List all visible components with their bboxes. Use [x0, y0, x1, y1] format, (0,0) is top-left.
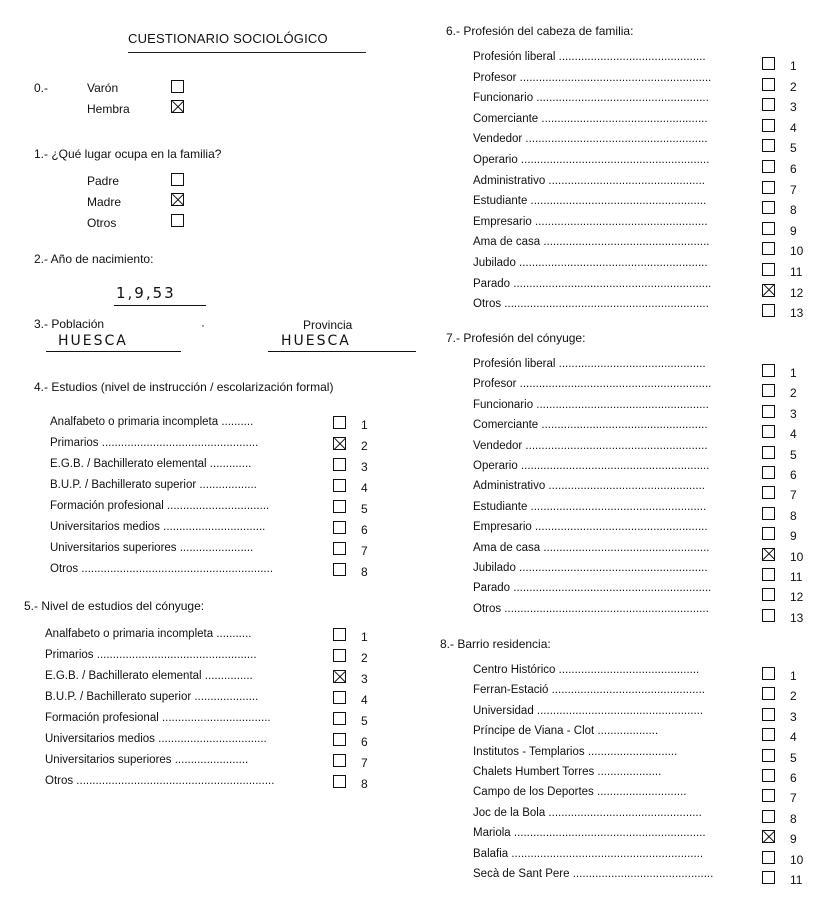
q6-option-label: Vendedor ......................................................... — [473, 133, 708, 146]
q7-option-number: 12 — [790, 590, 804, 605]
q7-option-checkbox[interactable] — [762, 568, 775, 581]
q7-option-label: Estudiante ....................................................... — [473, 500, 707, 513]
q5-option-number: 8 — [361, 777, 368, 791]
q4-option-label: Universitarios superiores ....................... — [50, 542, 254, 554]
form-title: CUESTIONARIO SOCIOLÓGICO — [128, 31, 328, 46]
q6-option-number: 10 — [790, 244, 804, 259]
q8-option-checkbox[interactable] — [762, 749, 775, 762]
q4-option-checkbox[interactable] — [333, 479, 346, 492]
q5-option-checkbox[interactable] — [333, 712, 346, 725]
q5-option-label: Formación profesional .................................. — [45, 712, 271, 724]
q6-option-label: Operario ........................................................... — [473, 154, 710, 166]
q0-option-hembra: Hembra — [87, 102, 130, 116]
q5-option-label: E.G.B. / Bachillerato elemental ............... — [45, 670, 253, 682]
q7-option-number: 6 — [790, 468, 797, 482]
title-underline — [128, 52, 366, 53]
q4-option-checkbox[interactable] — [333, 542, 346, 555]
q1-otros-checkbox[interactable] — [171, 214, 184, 227]
q6-option-number: 9 — [790, 223, 797, 238]
q7-option-label: Empresario ...................................................... — [473, 521, 708, 534]
q4-option-checkbox[interactable] — [333, 500, 346, 513]
q6-option-number: 2 — [790, 79, 797, 94]
q4-option-checkbox[interactable] — [333, 521, 346, 534]
q4-option-number: 8 — [361, 565, 368, 579]
q7-option-number: 2 — [790, 386, 797, 401]
q8-option-label: Secà de Sant Pere ............................................ — [473, 868, 714, 880]
q6-question: 6.- Profesión del cabeza de familia: — [446, 24, 634, 38]
q7-option-number: 5 — [790, 447, 797, 462]
q8-option-number: 10 — [790, 852, 804, 867]
q7-option-number: 3 — [790, 406, 797, 421]
q7-option-label: Profesor ............................................................ — [473, 378, 712, 391]
q7-option-checkbox[interactable] — [762, 527, 775, 540]
q5-option-number: 1 — [361, 630, 368, 644]
q8-option-label: Príncipe de Viana - Clot ................... — [473, 725, 659, 738]
q8-option-number: 8 — [790, 811, 797, 826]
q8-option-checkbox[interactable] — [762, 769, 775, 782]
q8-option-label: Mariola ............................................................ — [473, 827, 706, 840]
q8-option-label: Campo de los Deportes ............................ — [473, 786, 687, 799]
q6-option-checkbox[interactable] — [762, 201, 775, 214]
q4-option-number: 6 — [361, 523, 368, 537]
q5-option-checkbox[interactable] — [333, 691, 346, 704]
q5-option-number: 4 — [361, 693, 368, 707]
q7-option-checkbox[interactable] — [762, 486, 775, 499]
q6-option-number: 1 — [790, 59, 797, 73]
q8-option-checkbox[interactable] — [762, 789, 775, 802]
q8-option-checkbox[interactable] — [762, 851, 775, 864]
q6-option-label: Funcionario ...................................................... — [473, 92, 709, 105]
q7-option-checkbox[interactable] — [762, 609, 775, 622]
q0-number: 0.- — [34, 81, 49, 95]
provincia-underline — [268, 351, 416, 352]
q6-option-checkbox[interactable] — [762, 284, 775, 297]
q2-question: 2.- Año de nacimiento: — [34, 252, 154, 266]
q6-option-number: 6 — [790, 162, 797, 176]
q4-option-label: E.G.B. / Bachillerato elemental ............. — [50, 458, 252, 470]
q6-option-checkbox[interactable] — [762, 304, 775, 317]
q6-option-checkbox[interactable] — [762, 222, 775, 235]
q7-option-label: Administrativo ................................................. — [473, 480, 705, 493]
q7-option-checkbox[interactable] — [762, 364, 775, 377]
q4-option-checkbox[interactable] — [333, 437, 346, 450]
q6-option-label: Profesor ............................................................ — [473, 71, 712, 84]
birth-year-handwritten[interactable]: 1,9,53 — [116, 284, 176, 302]
q8-option-label: Centro Histórico ............................................ — [473, 664, 700, 676]
q5-option-label: Universitarios superiores ....................... — [45, 754, 249, 766]
q6-option-number: 8 — [790, 203, 797, 218]
q7-option-checkbox[interactable] — [762, 384, 775, 397]
q6-option-label: Ama de casa .................................................... — [473, 236, 710, 249]
q7-option-label: Vendedor ......................................................... — [473, 439, 708, 452]
q8-option-number: 6 — [790, 771, 797, 785]
q6-option-checkbox[interactable] — [762, 98, 775, 111]
q7-option-number: 13 — [790, 610, 804, 625]
q8-option-label: Institutos - Templarios ............................ — [473, 745, 678, 758]
birth-year-underline — [114, 305, 206, 306]
q3-poblacion-label: 3.- Población — [34, 317, 105, 331]
q4-option-number: 1 — [361, 418, 368, 432]
q8-option-checkbox[interactable] — [762, 687, 775, 700]
q7-option-number: 4 — [790, 427, 797, 442]
q8-option-checkbox[interactable] — [762, 810, 775, 823]
q8-option-label: Chalets Humbert Torres .................... — [473, 766, 662, 778]
q8-option-number: 5 — [790, 750, 797, 765]
q5-option-number: 3 — [361, 672, 368, 686]
q8-option-number: 11 — [790, 873, 803, 887]
q5-option-number: 5 — [361, 714, 368, 728]
q4-option-checkbox[interactable] — [333, 416, 346, 429]
q6-option-label: Estudiante ....................................................... — [473, 195, 707, 208]
q5-option-checkbox[interactable] — [333, 628, 346, 641]
q4-option-number: 4 — [361, 481, 368, 495]
q6-option-label: Profesión liberal .............................................. — [473, 51, 706, 63]
q7-option-checkbox[interactable] — [762, 548, 775, 561]
q8-option-label: Joc de la Bola ................................................ — [473, 806, 702, 819]
q7-option-checkbox[interactable] — [762, 405, 775, 418]
q6-option-number: 3 — [790, 100, 797, 115]
q5-option-number: 6 — [361, 735, 368, 749]
q6-option-checkbox[interactable] — [762, 242, 775, 255]
q7-option-label: Profesión liberal .............................................. — [473, 358, 706, 370]
q1-padre-checkbox[interactable] — [171, 173, 184, 186]
q6-option-label: Administrativo ................................................. — [473, 174, 705, 187]
q1-option-otros: Otros — [87, 216, 117, 230]
q4-option-number: 2 — [361, 439, 368, 453]
q8-option-number: 7 — [790, 791, 797, 806]
q4-option-label: B.U.P. / Bachillerato superior .................. — [50, 479, 257, 491]
q5-option-checkbox[interactable] — [333, 670, 346, 683]
q4-option-number: 5 — [361, 502, 368, 516]
q6-option-label: Parado .............................................................. — [473, 277, 712, 290]
q0-hembra-checkbox[interactable] — [171, 100, 184, 113]
q4-question: 4.- Estudios (nivel de instrucción / escolarización formal) — [34, 380, 334, 394]
q7-option-checkbox[interactable] — [762, 466, 775, 479]
q5-option-checkbox[interactable] — [333, 649, 346, 662]
q5-option-label: Universitarios medios .................................. — [45, 733, 267, 745]
q6-option-checkbox[interactable] — [762, 139, 775, 152]
q6-option-checkbox[interactable] — [762, 119, 775, 132]
q6-option-number: 12 — [790, 285, 804, 300]
q7-option-label: Comerciante .................................................... — [473, 419, 708, 432]
q4-option-checkbox[interactable] — [333, 458, 346, 471]
q8-option-checkbox[interactable] — [762, 667, 775, 680]
q6-option-label: Comerciante .................................................... — [473, 112, 708, 125]
q7-option-checkbox[interactable] — [762, 446, 775, 459]
q7-option-label: Otros ................................................................ — [473, 602, 709, 615]
q5-option-label: Otros .............................................................. — [45, 775, 275, 787]
q6-option-label: Empresario ...................................................... — [473, 215, 708, 228]
q5-option-checkbox[interactable] — [333, 733, 346, 746]
q7-option-number: 7 — [790, 488, 797, 503]
q7-question: 7.- Profesión del cónyuge: — [446, 331, 586, 345]
q5-option-checkbox[interactable] — [333, 754, 346, 767]
q7-option-checkbox[interactable] — [762, 507, 775, 520]
q6-option-number: 11 — [790, 265, 803, 279]
q8-option-number: 1 — [790, 669, 797, 683]
q8-option-label: Ferran-Estació ................................................ — [473, 684, 705, 697]
q7-option-label: Parado .............................................................. — [473, 582, 712, 595]
q6-option-checkbox[interactable] — [762, 263, 775, 276]
q6-option-checkbox[interactable] — [762, 160, 775, 173]
q6-option-checkbox[interactable] — [762, 57, 775, 70]
q8-question: 8.- Barrio residencia: — [440, 637, 551, 651]
q8-option-label: Universidad .................................................... — [473, 704, 704, 717]
q8-option-label: Balafia ............................................................ — [473, 847, 704, 860]
q4-option-label: Primarios ................................................. — [50, 437, 259, 449]
q7-option-label: Ama de casa .................................................... — [473, 541, 710, 554]
q6-option-label: Otros ................................................................ — [473, 298, 709, 311]
q7-option-number: 9 — [790, 529, 797, 544]
q8-option-checkbox[interactable] — [762, 728, 775, 741]
provincia-handwritten[interactable]: HUESCA — [281, 333, 351, 349]
q3-provincia-label: Provincia — [303, 318, 353, 332]
q8-option-number: 2 — [790, 689, 797, 704]
q1-option-padre: Padre — [87, 174, 120, 188]
q1-option-madre: Madre — [87, 195, 122, 209]
q5-option-number: 7 — [361, 756, 368, 770]
q6-option-number: 5 — [790, 141, 797, 156]
q5-question: 5.- Nivel de estudios del cónyuge: — [24, 599, 205, 613]
q0-option-varon: Varón — [87, 81, 119, 95]
q7-option-label: Operario ........................................................... — [473, 460, 710, 472]
q5-option-label: B.U.P. / Bachillerato superior .................... — [45, 691, 259, 703]
q4-option-label: Analfabeto o primaria incompleta .......... — [50, 416, 254, 428]
q7-option-label: Jubilado ........................................................... — [473, 562, 708, 574]
q6-option-checkbox[interactable] — [762, 181, 775, 194]
q8-option-number: 4 — [790, 730, 797, 745]
q8-option-checkbox[interactable] — [762, 871, 775, 884]
q5-option-label: Primarios .................................................. — [45, 649, 257, 661]
q6-option-checkbox[interactable] — [762, 78, 775, 91]
q7-option-number: 8 — [790, 508, 797, 523]
q6-option-number: 7 — [790, 182, 797, 197]
q1-madre-checkbox[interactable] — [171, 193, 184, 206]
q3-separator-dot: · — [201, 318, 205, 332]
q4-option-number: 3 — [361, 460, 368, 474]
q5-option-checkbox[interactable] — [333, 775, 346, 788]
q4-option-label: Otros ............................................................ — [50, 563, 274, 575]
q8-option-checkbox[interactable] — [762, 830, 775, 843]
q6-option-label: Jubilado ........................................................... — [473, 257, 708, 269]
q7-option-number: 10 — [790, 549, 804, 564]
q4-option-checkbox[interactable] — [333, 563, 346, 576]
q7-option-label: Funcionario ...................................................... — [473, 398, 709, 411]
q7-option-number: 1 — [790, 366, 797, 380]
q4-option-label: Universitarios medios ................................ — [50, 521, 266, 533]
q4-option-number: 7 — [361, 544, 368, 558]
q7-option-checkbox[interactable] — [762, 588, 775, 601]
q8-option-number: 3 — [790, 709, 797, 724]
q1-question: 1.- ¿Qué lugar ocupa en la familia? — [34, 147, 222, 161]
q6-option-number: 4 — [790, 120, 797, 135]
q7-option-number: 11 — [790, 570, 803, 584]
q5-option-number: 2 — [361, 651, 368, 665]
q6-option-number: 13 — [790, 306, 804, 321]
q4-option-label: Formación profesional ................................ — [50, 500, 270, 512]
q8-option-checkbox[interactable] — [762, 708, 775, 721]
q5-option-label: Analfabeto o primaria incompleta ........... — [45, 628, 252, 640]
q8-option-number: 9 — [790, 832, 797, 847]
q7-option-checkbox[interactable] — [762, 425, 775, 438]
poblacion-handwritten[interactable]: HUESCA — [58, 333, 128, 349]
q0-varon-checkbox[interactable] — [171, 80, 184, 93]
poblacion-underline — [46, 351, 181, 352]
